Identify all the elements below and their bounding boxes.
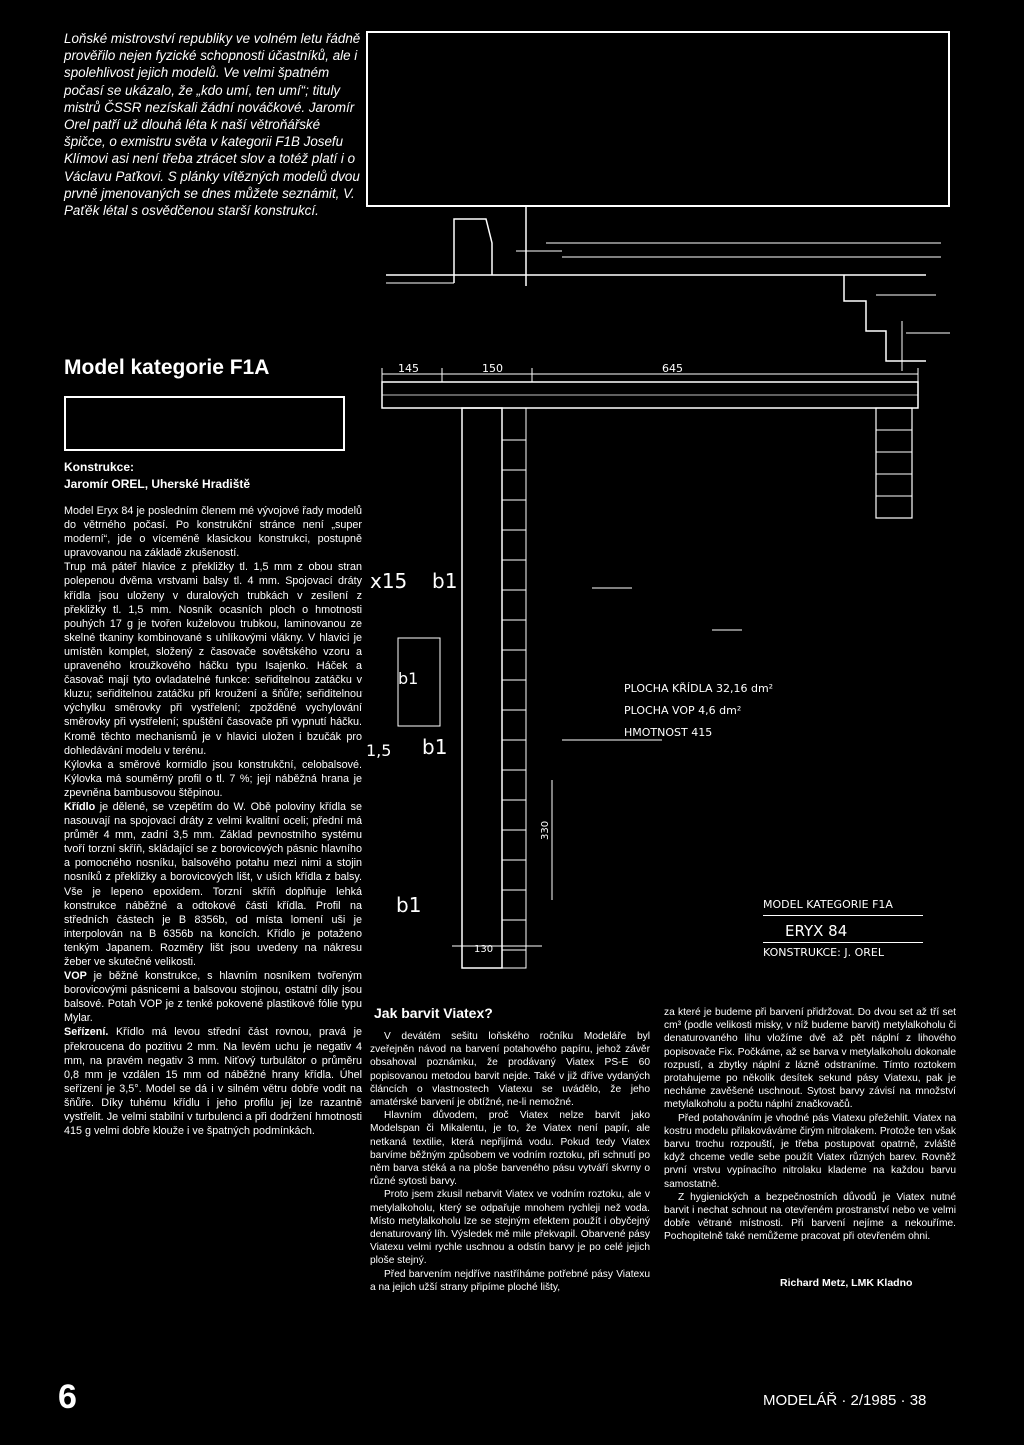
title-block-model: ERYX 84 — [785, 922, 848, 940]
dim-130: 130 — [474, 944, 494, 955]
empty-caption-box — [64, 396, 345, 451]
stray-x — [362, 677, 363, 696]
author-signature: Richard Metz, LMK Kladno — [780, 1277, 913, 1289]
drawing-title-block — [763, 898, 923, 959]
mark-b1: b1 — [432, 569, 458, 593]
viatex-paragraph: Proto jsem zkusil nebarvit Viatex ve vodním roztoku, ale v metylalkoholu, který se odpařuje mnohem rychleji než voda. Místo metylalkoholu lze se stejným efektem použít i obyčejný denaturovaný líh. Výsledek mě mile překvapil. Obarvené pásy Viatexu velmi rychle uschnou a odstín barvy je po celé jejich ploše stejný. — [370, 1189, 650, 1267]
mark-x15: x15 — [370, 569, 408, 593]
spec-row: PLOCHA VOP 4,6 dm² — [624, 704, 742, 717]
dim-645: 645 — [662, 362, 683, 375]
intro-paragraph: Loňské mistrovství republiky ve volném letu řádně prověřilo nejen fyzické schopnosti účastníků, ale i spolehlivost jejich modelů. Ve velmi špatném počasí se ukázalo, že „kdo umí, ten umí“; tituly mistrů ČSSR nezískali žádní nováčkové. Jaromír Orel patří už dlouhá léta k naší větroňářské špičce, o exmistru světa v kategorii F1B Josefu Klímovi asi není třeba ztrácet slov a totéž platí i o Václavu Paťkovi. S plánky vítězných modelů dvou prvně jmenovaných se dnes můžete seznámit, V. Paťěk létal s osvědčenou starší konstrukcí. — [64, 31, 361, 219]
construction-author: Jaromír OREL, Uherské Hradiště — [64, 477, 251, 491]
construction-credit — [64, 459, 250, 493]
spec-row: HMOTNOST 415 — [624, 726, 713, 739]
rib-ladder — [502, 440, 526, 950]
article-body — [64, 504, 362, 1138]
viatex-paragraph: Z hygienických a bezpečnostních důvodů je Viatex nutné barvit i nechat schnout na otevřeném prostranství nebo ve velmi dobře větrané místnosti. Při barvení nejíme a nekouříme. Pochopitelně také nemůžeme pracovat při otevřeném ohni. — [664, 1191, 956, 1243]
side-view-drawing — [366, 31, 950, 371]
body-paragraph: Seřízení. Křídlo má levou střední část rovnou, pravá je překroucena do pozitivu 2 mm. Na levém uchu je negativ 4 mm, na pravém negativ 3 mm. Niťový turbulátor o průměru 0,8 mm je vzdálen 15 mm od náběžné hrany křídla. Úhel seřízení je 3,5°. Model se dá i v silném větru dobře vodit na šňůře. Díky tuhému křídlu i jeho profilu jej lze razantně vystřelit. Je velmi stabilní v turbulenci a při dodržení hmotnosti 415 g velmi dobře klouže i ve špatných podmínkách. — [64, 1026, 362, 1138]
dim-330: 330 — [540, 820, 551, 840]
magazine-footer: MODELÁŘ · 2/1985 · 38 — [763, 1392, 927, 1409]
body-paragraph: VOP je běžné konstrukce, s hlavním nosníkem tvořeným borovicovými pásnicemi a balsovou stojinou, ostatní díly jsou balsové. Potah VOP je z tenké pokovené plastikové fólie typu Mylar. — [64, 970, 362, 1025]
viatex-paragraph: za které je budeme při barvení přidržovat. Do dvou set až tří set cm³ (podle velikosti misky, v níž budeme barvit) metylalkoholu či denaturovaného lihu vložíme dvě až pět náplní z lihového popisovače Fix. Počkáme, až se barva v metylalkoholu dokonale rozpustí, a zbytky náplní z lázně odstraníme. Tímto roztokem protahujeme po několik desítek sekund pásy Viatexu, pak je necháme zavěšené uschnout. Sytost barvy závisí na množství metylalkoholu a počtu náplní značkovačů. — [664, 1007, 956, 1111]
title-block-line: MODEL KATEGORIE F1A — [763, 898, 923, 916]
page-number: 6 — [58, 1378, 77, 1416]
mark-b1: b1 — [396, 893, 422, 917]
viatex-paragraph: Hlavním důvodem, proč Viatex nelze barvit jako Modelspan či Mikalentu, je to, že Viatex není papír, ale netkaná textilie, která nepřijímá vodu. Pokud tedy Viatex barvíme běžným způsobem ve vodním roztoku, při schnutí po něm barva stéká a na ploše barveného pásu vytváří skvrny o různé sytosti barvy. — [370, 1110, 650, 1188]
dim-150: 150 — [482, 362, 503, 375]
spec-table — [624, 678, 804, 744]
section-title: Model kategorie F1A — [64, 356, 270, 379]
spec-row: PLOCHA KŘÍDLA 32,16 dm² — [624, 682, 774, 695]
stray-1-5: 1,5 — [366, 741, 392, 760]
construction-label: Konstrukce: — [64, 460, 135, 474]
dim-145: 145 — [398, 362, 419, 375]
viatex-paragraph: Před potahováním je vhodné pás Viatexu přežehlit. Viatex na kostru modelu přilakováváme čirým nitrolakem. Protože ten však barvu trochu rozpouští, je třeba postupovat opatrně, zvláště když chceme vedle sebe použít Viatex různých barev. Rovněž první vrstvu vypínacího nitrolaku klademe na každou barvu samostatně. — [664, 1112, 956, 1190]
top-drawing-frame — [366, 31, 950, 371]
title-block-author: KONSTRUKCE: J. OREL — [763, 942, 923, 959]
mark-b1: b1 — [422, 735, 448, 759]
viatex-title: Jak barvit Viatex? — [374, 1005, 493, 1021]
body-paragraph: Křídlo je dělené, se vzepětím do W. Obě poloviny křídla se nasouvají na spojovací dráty z velmi kvalitní oceli; přední má průměr 4 mm, zadní 3,5 mm. Základ pevnostního systému tvoří torzní skříň, skládající se z borovicových pásnic hlavního a pomocného nosníku, balsového potahu mezi nimi a stojin nosníků z překližky a borovicových lišt, v uších křídla z balsy. Vše je lepeno epoxidem. Torzní skříň doplňuje lehká konstrukce náběžné a odtokové části křídla. Profil na středních částech je B 8356b, od místa lomení uši je interpolován na B 6356b na koncích. Křídlo je potaženo tenkým Japanem. Rozměry lišt jsou uvedeny na nákresu žeber ve skutečné velikosti. — [64, 800, 362, 968]
viatex-paragraph: V devátém sešitu loňského ročníku Modeláře byl zveřejněn návod na barvení potahového papíru, jehož závěr obsahoval poznámku, že prodávaný Viatex PS-E 60 popisovanou metodou barvit nejde. Také v již dříve vydaných článcích o vlastnostech Viatexu se uvádělo, že jeho amatérské barvení je obtížné, ne-li nemožné. — [370, 1031, 650, 1109]
mark-b1: b1 — [398, 669, 419, 688]
body-paragraph: Trup má páteř hlavice z překližky tl. 1,5 mm z obou stran polepenou dvěma vrstvami balsy tl. 4 mm. Spojovací dráty křídla jsou uloženy v duralových trubkách v zesílení z překližky tl. 1,5 mm. Nosník ocasních ploch o hmotnosti pouhých 17 g je tvořen kuželovou trubkou, laminovanou ze skelné tkaniny kombinované s uhlíkovými vlákny. V hlavici je umístěn komplet, složený z časovače sovětského vzoru a upraveného kroužkového háčku typu Isajenko. Háček a časovač mají tyto ovladatelné funkce: seřiditelnou zatáčku v kluzu; seřiditelnou zatáčku při kroužení a šňůře; seřiditelnou výchylku směrovky při vystřelení; zpožděné vychylování směrovky při vystřelení; spuštění časovače při vypnutí háčku. Kromě těchto mechanismů je v hlavici uložen i bzučák pro dohledávání modelu v terénu. — [64, 561, 362, 757]
body-paragraph: Kýlovka a směrové kormidlo jsou konstrukční, celobalsové. Kýlovka má souměrný profil o tl. 7 %; její náběžná hrana je zpevněna bambusovou štěpinou. — [64, 758, 362, 799]
viatex-column-1 — [370, 1030, 650, 1294]
viatex-column-2 — [664, 1006, 956, 1244]
viatex-paragraph: Před barvením nejdříve nastříháme potřebné pásy Viatexu a na jejich užší strany připíme ploché lišty, — [370, 1268, 650, 1293]
body-paragraph: Model Eryx 84 je posledním členem mé vývojové řady modelů do větrného počasí. Po konstrukční stránce není „super moderní“, jde o víceméně klasickou konstrukci, postupně upravovanou na základě zkušeností. — [64, 505, 362, 560]
